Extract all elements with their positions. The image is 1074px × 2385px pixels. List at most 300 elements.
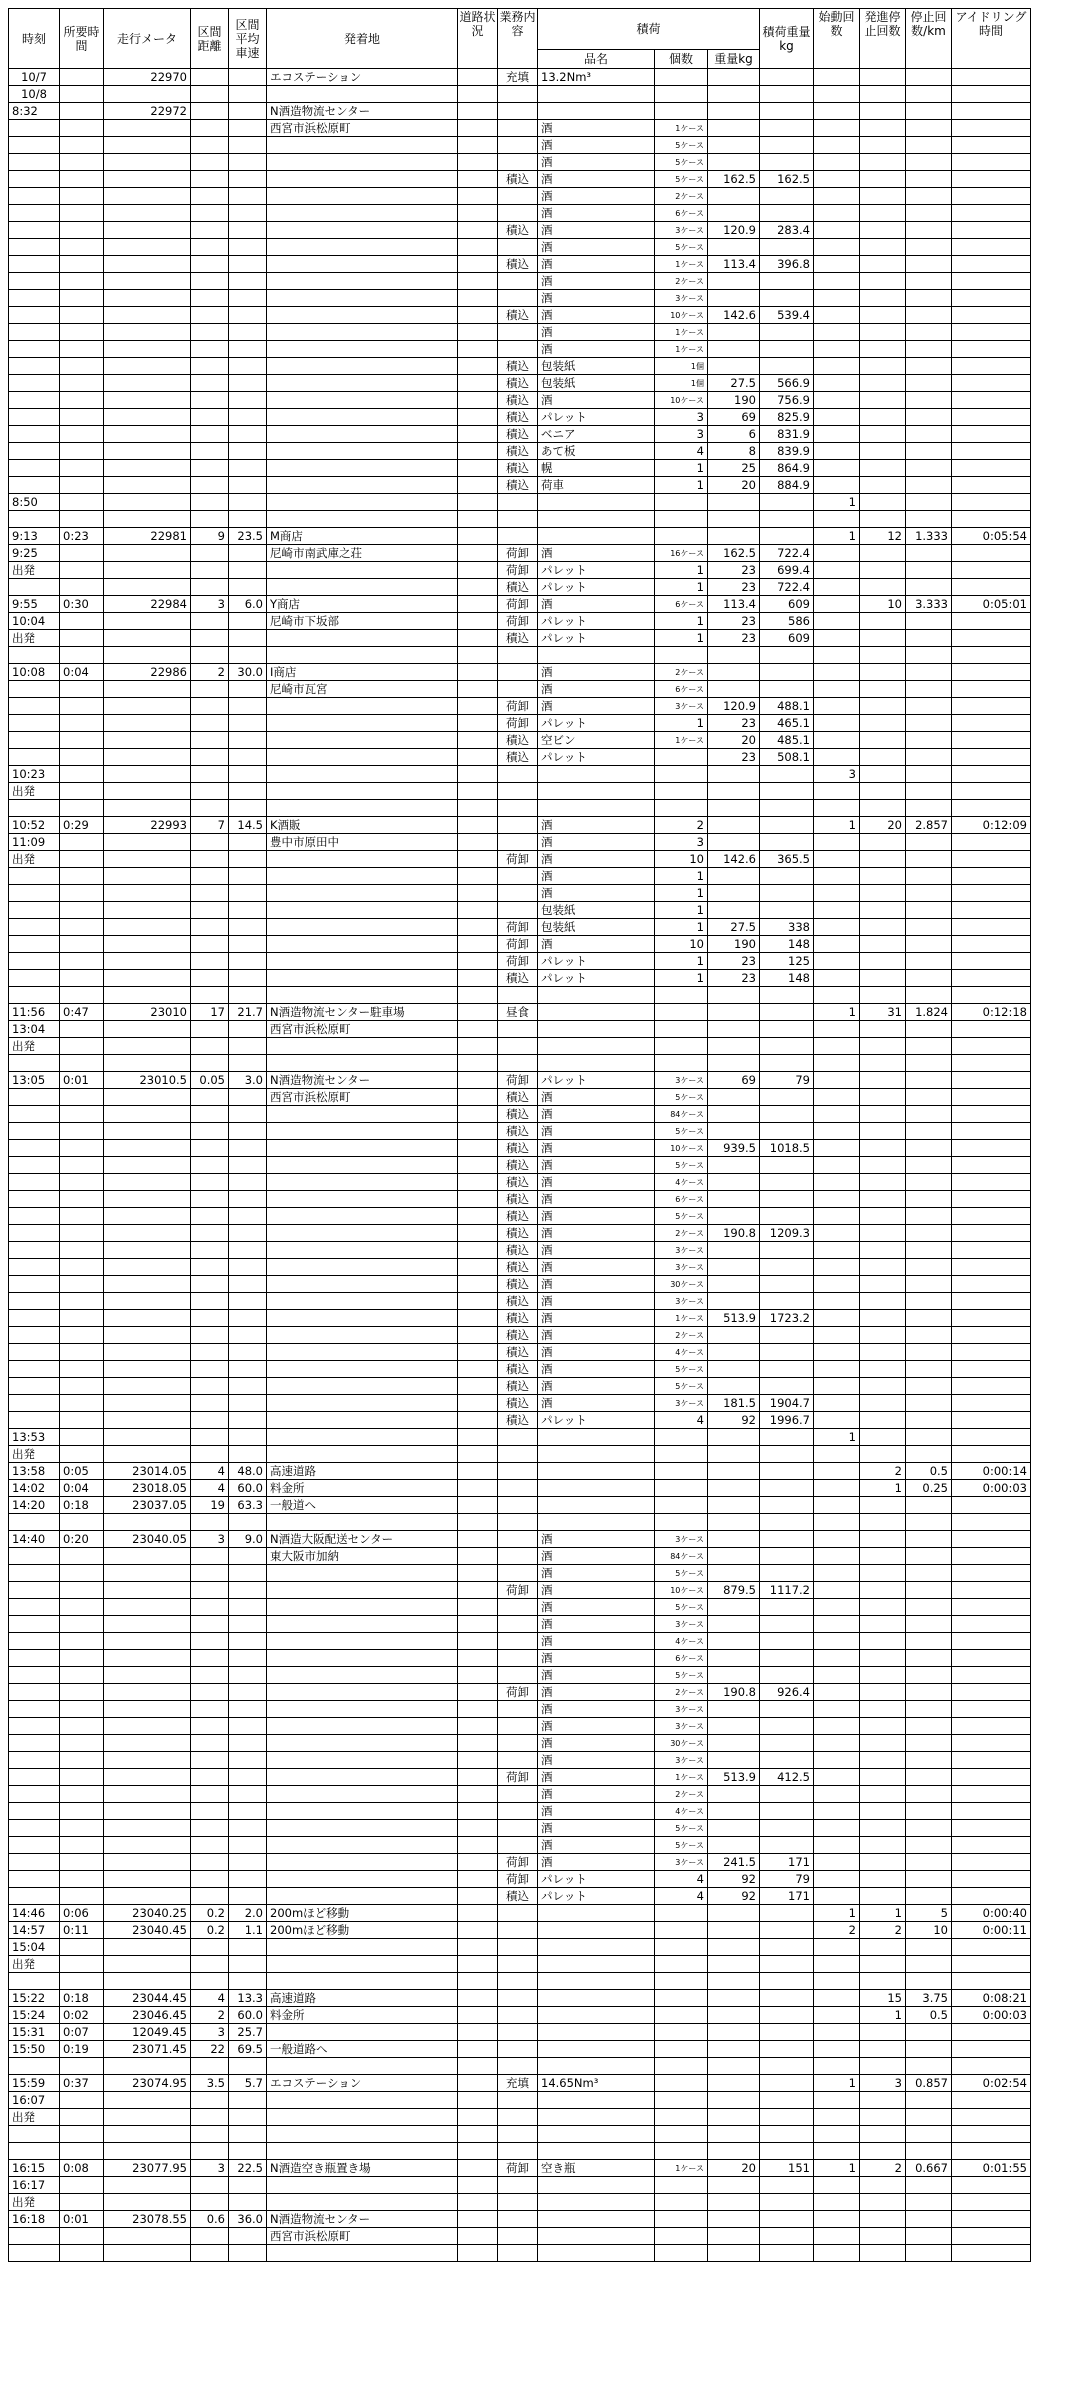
cell-stops-per-km: [906, 1582, 952, 1599]
table-row: [9, 154, 1031, 171]
cell-stops-per-km: [906, 1684, 952, 1701]
cell-required-time: [60, 324, 104, 341]
cell-road-status: [458, 817, 498, 834]
cell-item-name: [538, 1956, 655, 1973]
cell-section-avg-speed: [229, 936, 267, 953]
cell-section-distance: [191, 1769, 229, 1786]
cell-load-weight: 1904.7: [760, 1395, 814, 1412]
cell-required-time: [60, 902, 104, 919]
cell-load-weight: 1209.3: [760, 1225, 814, 1242]
cell-location: [267, 511, 458, 528]
cell-count: 4ケース: [655, 1174, 708, 1191]
cell-required-time: 0:05: [60, 1463, 104, 1480]
cell-odometer: [104, 919, 191, 936]
cell-time: [9, 1344, 60, 1361]
cell-time: [9, 1174, 60, 1191]
cell-weight: 939.5: [708, 1140, 760, 1157]
cell-start-count: [814, 613, 860, 630]
cell-odometer: [104, 1140, 191, 1157]
cell-time: [9, 1055, 60, 1072]
table-row: [9, 800, 1031, 817]
cell-weight: [708, 69, 760, 86]
cell-weight: [708, 358, 760, 375]
cell-count: 10ケース: [655, 1140, 708, 1157]
cell-count: 4: [655, 1871, 708, 1888]
cell-start-count: [814, 2092, 860, 2109]
cell-required-time: [60, 1650, 104, 1667]
cell-road-status: [458, 1412, 498, 1429]
cell-idling-time: [952, 1514, 1031, 1531]
cell-start-count: [814, 375, 860, 392]
cell-odometer: [104, 477, 191, 494]
cell-load-weight: [760, 2245, 814, 2262]
cell-location: I商店: [267, 664, 458, 681]
cell-time: [9, 409, 60, 426]
cell-item-name: [538, 987, 655, 1004]
cell-road-status: [458, 290, 498, 307]
cell-weight: [708, 511, 760, 528]
cell-count: 5ケース: [655, 137, 708, 154]
cell-section-avg-speed: [229, 919, 267, 936]
cell-idling-time: [952, 2177, 1031, 2194]
table-row: [9, 1310, 1031, 1327]
cell-weight: [708, 1361, 760, 1378]
cell-start-stop-count: [860, 426, 906, 443]
cell-road-status: [458, 1684, 498, 1701]
cell-location: [267, 324, 458, 341]
cell-count: 3ケース: [655, 1293, 708, 1310]
cell-load-weight: 831.9: [760, 426, 814, 443]
cell-weight: [708, 1735, 760, 1752]
cell-required-time: [60, 1429, 104, 1446]
cell-location: [267, 222, 458, 239]
header-location: 発着地: [267, 9, 458, 69]
cell-idling-time: 0:05:54: [952, 528, 1031, 545]
cell-road-status: [458, 1191, 498, 1208]
cell-stops-per-km: [906, 1837, 952, 1854]
cell-section-avg-speed: [229, 1582, 267, 1599]
cell-weight: [708, 137, 760, 154]
cell-stops-per-km: [906, 1361, 952, 1378]
cell-item-name: [538, 647, 655, 664]
cell-start-count: [814, 1973, 860, 1990]
cell-road-status: [458, 2075, 498, 2092]
cell-stops-per-km: [906, 1667, 952, 1684]
cell-work: 積込: [498, 1327, 538, 1344]
cell-work: 積込: [498, 171, 538, 188]
cell-work: [498, 273, 538, 290]
cell-time: [9, 1106, 60, 1123]
cell-section-avg-speed: [229, 1344, 267, 1361]
cell-work: 充填: [498, 2075, 538, 2092]
cell-weight: [708, 2075, 760, 2092]
cell-section-distance: [191, 443, 229, 460]
cell-stops-per-km: [906, 273, 952, 290]
cell-idling-time: [952, 205, 1031, 222]
cell-stops-per-km: [906, 1871, 952, 1888]
cell-weight: 162.5: [708, 171, 760, 188]
cell-section-avg-speed: [229, 1378, 267, 1395]
cell-section-distance: [191, 239, 229, 256]
cell-work: 積込: [498, 1412, 538, 1429]
cell-road-status: [458, 732, 498, 749]
cell-road-status: [458, 1633, 498, 1650]
cell-idling-time: [952, 1684, 1031, 1701]
cell-count: 1: [655, 630, 708, 647]
table-row: [9, 868, 1031, 885]
cell-location: [267, 885, 458, 902]
cell-odometer: [104, 307, 191, 324]
cell-count: 1個: [655, 358, 708, 375]
cell-count: 2ケース: [655, 1786, 708, 1803]
cell-odometer: [104, 1769, 191, 1786]
cell-section-distance: [191, 1276, 229, 1293]
cell-stops-per-km: [906, 120, 952, 137]
cell-time: [9, 1633, 60, 1650]
cell-start-count: [814, 273, 860, 290]
cell-required-time: [60, 120, 104, 137]
cell-location: [267, 1565, 458, 1582]
cell-idling-time: 0:05:01: [952, 596, 1031, 613]
cell-time: 10/8: [9, 86, 60, 103]
cell-start-count: [814, 324, 860, 341]
cell-stops-per-km: 5: [906, 1905, 952, 1922]
cell-stops-per-km: [906, 1446, 952, 1463]
cell-idling-time: [952, 103, 1031, 120]
cell-work: 荷卸: [498, 1072, 538, 1089]
cell-load-weight: 488.1: [760, 698, 814, 715]
cell-start-stop-count: [860, 664, 906, 681]
cell-item-name: 酒: [538, 1242, 655, 1259]
cell-work: 荷卸: [498, 1582, 538, 1599]
table-row: [9, 1276, 1031, 1293]
cell-required-time: [60, 1939, 104, 1956]
cell-location: N酒造物流センター: [267, 2211, 458, 2228]
cell-weight: 20: [708, 477, 760, 494]
cell-weight: [708, 1327, 760, 1344]
cell-road-status: [458, 341, 498, 358]
cell-count: 4ケース: [655, 1344, 708, 1361]
table-row: [9, 1038, 1031, 1055]
cell-start-count: [814, 732, 860, 749]
cell-time: 13:04: [9, 1021, 60, 1038]
cell-section-distance: [191, 1208, 229, 1225]
cell-idling-time: [952, 1208, 1031, 1225]
cell-load-weight: 722.4: [760, 579, 814, 596]
cell-start-stop-count: [860, 1259, 906, 1276]
cell-time: 14:57: [9, 1922, 60, 1939]
cell-required-time: [60, 868, 104, 885]
cell-count: [655, 528, 708, 545]
cell-stops-per-km: [906, 715, 952, 732]
cell-work: [498, 1786, 538, 1803]
table-row: [9, 681, 1031, 698]
table-row: [9, 1140, 1031, 1157]
cell-load-weight: [760, 783, 814, 800]
cell-weight: [708, 834, 760, 851]
cell-load-weight: [760, 1174, 814, 1191]
cell-required-time: [60, 460, 104, 477]
table-row: [9, 1650, 1031, 1667]
cell-item-name: 酒: [538, 1769, 655, 1786]
cell-work: [498, 1650, 538, 1667]
table-row: [9, 1429, 1031, 1446]
cell-item-name: 空き瓶: [538, 2160, 655, 2177]
cell-idling-time: [952, 1650, 1031, 1667]
cell-road-status: [458, 885, 498, 902]
cell-load-weight: [760, 1531, 814, 1548]
table-row: [9, 324, 1031, 341]
cell-section-avg-speed: [229, 2092, 267, 2109]
cell-time: [9, 1769, 60, 1786]
cell-idling-time: [952, 154, 1031, 171]
cell-odometer: [104, 273, 191, 290]
cell-section-avg-speed: [229, 137, 267, 154]
cell-stops-per-km: [906, 1973, 952, 1990]
cell-start-count: [814, 1531, 860, 1548]
cell-required-time: [60, 154, 104, 171]
table-row: [9, 1157, 1031, 1174]
cell-section-avg-speed: [229, 103, 267, 120]
cell-start-count: [814, 2143, 860, 2160]
cell-work: 荷卸: [498, 613, 538, 630]
cell-time: [9, 647, 60, 664]
cell-count: 3ケース: [655, 222, 708, 239]
cell-count: [655, 1990, 708, 2007]
cell-start-stop-count: [860, 375, 906, 392]
cell-odometer: [104, 1582, 191, 1599]
cell-time: [9, 1276, 60, 1293]
cell-load-weight: 722.4: [760, 545, 814, 562]
cell-start-stop-count: [860, 749, 906, 766]
header-time: 時刻: [9, 9, 60, 69]
cell-start-stop-count: [860, 1293, 906, 1310]
cell-start-stop-count: [860, 511, 906, 528]
cell-start-stop-count: [860, 205, 906, 222]
cell-road-status: [458, 1004, 498, 1021]
cell-work: 積込: [498, 392, 538, 409]
cell-load-weight: [760, 1089, 814, 1106]
cell-start-count: [814, 1446, 860, 1463]
cell-odometer: [104, 2109, 191, 2126]
cell-count: 1ケース: [655, 256, 708, 273]
cell-location: N酒造物流センター: [267, 103, 458, 120]
cell-work: [498, 1480, 538, 1497]
cell-count: 2ケース: [655, 1684, 708, 1701]
cell-required-time: [60, 1616, 104, 1633]
cell-stops-per-km: [906, 171, 952, 188]
cell-required-time: [60, 1888, 104, 1905]
cell-odometer: [104, 868, 191, 885]
cell-start-count: [814, 188, 860, 205]
cell-time: [9, 1310, 60, 1327]
cell-road-status: [458, 2058, 498, 2075]
table-row: [9, 613, 1031, 630]
cell-count: [655, 1905, 708, 1922]
cell-start-stop-count: [860, 1412, 906, 1429]
cell-time: 出発: [9, 562, 60, 579]
cell-stops-per-km: [906, 613, 952, 630]
cell-required-time: [60, 273, 104, 290]
cell-section-distance: [191, 1548, 229, 1565]
cell-road-status: [458, 1650, 498, 1667]
cell-odometer: 22972: [104, 103, 191, 120]
cell-work: 荷卸: [498, 545, 538, 562]
cell-item-name: 酒: [538, 1599, 655, 1616]
cell-section-avg-speed: [229, 2194, 267, 2211]
cell-odometer: [104, 154, 191, 171]
cell-idling-time: [952, 256, 1031, 273]
cell-stops-per-km: [906, 953, 952, 970]
cell-load-weight: 926.4: [760, 1684, 814, 1701]
cell-section-distance: [191, 1106, 229, 1123]
cell-location: [267, 783, 458, 800]
table-row: [9, 273, 1031, 290]
cell-count: [655, 2024, 708, 2041]
cell-start-count: [814, 171, 860, 188]
cell-start-stop-count: [860, 1718, 906, 1735]
cell-start-count: [814, 120, 860, 137]
cell-work: [498, 1701, 538, 1718]
cell-work: 積込: [498, 1276, 538, 1293]
cell-work: 積込: [498, 1191, 538, 1208]
table-row: [9, 562, 1031, 579]
cell-weight: 190.8: [708, 1225, 760, 1242]
cell-weight: [708, 1038, 760, 1055]
cell-location: [267, 1157, 458, 1174]
cell-start-stop-count: [860, 2092, 906, 2109]
cell-section-distance: [191, 69, 229, 86]
cell-stops-per-km: [906, 1310, 952, 1327]
cell-start-stop-count: [860, 919, 906, 936]
cell-start-count: [814, 1344, 860, 1361]
cell-location: [267, 171, 458, 188]
cell-item-name: パレット: [538, 630, 655, 647]
cell-start-stop-count: [860, 868, 906, 885]
cell-work: 積込: [498, 579, 538, 596]
table-row: [9, 2058, 1031, 2075]
cell-count: 10: [655, 851, 708, 868]
cell-road-status: [458, 239, 498, 256]
cell-work: 積込: [498, 1208, 538, 1225]
cell-section-distance: [191, 1242, 229, 1259]
cell-road-status: [458, 69, 498, 86]
table-row: [9, 1259, 1031, 1276]
cell-item-name: 酒: [538, 1786, 655, 1803]
cell-start-count: 1: [814, 1905, 860, 1922]
cell-section-distance: [191, 137, 229, 154]
cell-road-status: [458, 1089, 498, 1106]
cell-start-count: [814, 1871, 860, 1888]
cell-weight: [708, 1480, 760, 1497]
cell-section-distance: [191, 868, 229, 885]
cell-required-time: [60, 1769, 104, 1786]
cell-section-distance: [191, 1599, 229, 1616]
cell-section-avg-speed: [229, 1327, 267, 1344]
cell-start-count: [814, 1650, 860, 1667]
cell-odometer: [104, 1514, 191, 1531]
cell-required-time: [60, 579, 104, 596]
cell-road-status: [458, 1072, 498, 1089]
cell-count: 16ケース: [655, 545, 708, 562]
cell-item-name: あて板: [538, 443, 655, 460]
cell-section-avg-speed: [229, 1412, 267, 1429]
cell-load-weight: [760, 1820, 814, 1837]
cell-odometer: [104, 766, 191, 783]
cell-count: 10ケース: [655, 1582, 708, 1599]
cell-odometer: [104, 1548, 191, 1565]
cell-section-distance: [191, 698, 229, 715]
cell-count: 3ケース: [655, 698, 708, 715]
cell-required-time: [60, 800, 104, 817]
table-row: [9, 2007, 1031, 2024]
cell-required-time: [60, 1038, 104, 1055]
cell-location: [267, 137, 458, 154]
cell-section-distance: [191, 307, 229, 324]
cell-stops-per-km: [906, 1055, 952, 1072]
cell-count: [655, 511, 708, 528]
cell-stops-per-km: 0.857: [906, 2075, 952, 2092]
cell-odometer: [104, 1956, 191, 1973]
cell-time: [9, 1395, 60, 1412]
cell-start-count: [814, 783, 860, 800]
cell-required-time: [60, 256, 104, 273]
cell-location: [267, 375, 458, 392]
table-row: [9, 817, 1031, 834]
table-row: [9, 358, 1031, 375]
cell-odometer: [104, 1871, 191, 1888]
cell-section-avg-speed: [229, 613, 267, 630]
cell-start-count: [814, 1310, 860, 1327]
cell-count: [655, 2177, 708, 2194]
cell-section-avg-speed: [229, 1089, 267, 1106]
cell-odometer: [104, 120, 191, 137]
cell-idling-time: [952, 2024, 1031, 2041]
cell-load-weight: 151: [760, 2160, 814, 2177]
cell-time: [9, 375, 60, 392]
cell-required-time: [60, 1973, 104, 1990]
cell-start-stop-count: [860, 1378, 906, 1395]
cell-load-weight: [760, 1718, 814, 1735]
cell-location: [267, 1344, 458, 1361]
cell-section-distance: [191, 2228, 229, 2245]
cell-start-stop-count: [860, 1820, 906, 1837]
table-row: [9, 2041, 1031, 2058]
cell-load-weight: [760, 273, 814, 290]
cell-load-weight: [760, 358, 814, 375]
cell-odometer: 23040.45: [104, 1922, 191, 1939]
cell-load-weight: [760, 1344, 814, 1361]
cell-start-stop-count: [860, 324, 906, 341]
cell-weight: 27.5: [708, 919, 760, 936]
cell-odometer: [104, 1650, 191, 1667]
cell-idling-time: [952, 324, 1031, 341]
cell-odometer: [104, 936, 191, 953]
cell-section-distance: 7: [191, 817, 229, 834]
cell-time: [9, 154, 60, 171]
cell-count: [655, 783, 708, 800]
cell-work: 積込: [498, 749, 538, 766]
cell-idling-time: [952, 2126, 1031, 2143]
cell-load-weight: [760, 902, 814, 919]
cell-time: [9, 171, 60, 188]
cell-idling-time: [952, 2092, 1031, 2109]
cell-start-count: [814, 1684, 860, 1701]
cell-required-time: [60, 1548, 104, 1565]
cell-required-time: [60, 885, 104, 902]
cell-item-name: [538, 783, 655, 800]
cell-time: [9, 2126, 60, 2143]
